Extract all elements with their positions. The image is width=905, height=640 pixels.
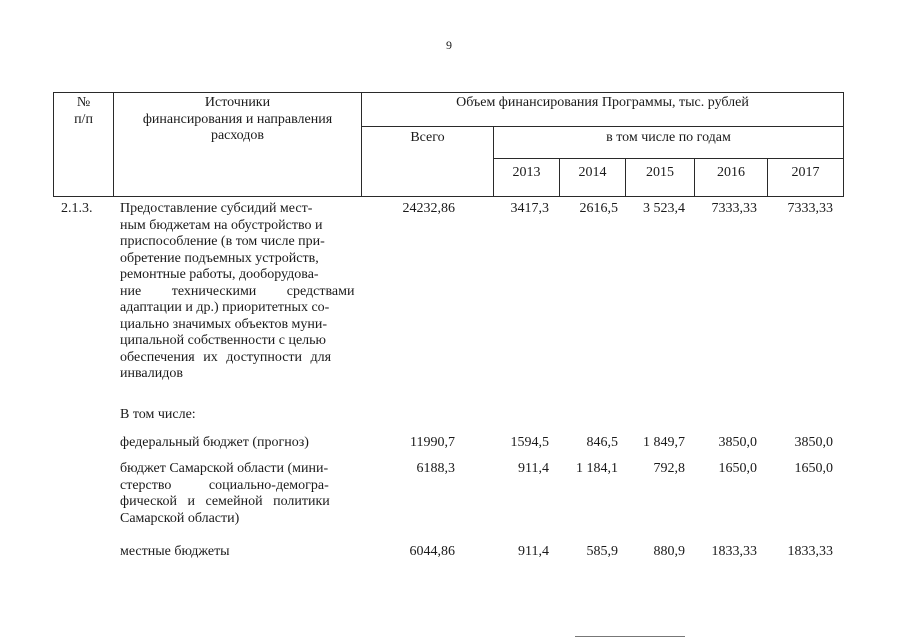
row-description <box>120 201 356 383</box>
subrow-federal-2015: 1 849,7 <box>643 435 685 450</box>
subrow-federal-2014: 846,5 <box>586 435 618 450</box>
desc-line-7: адаптации и др.) приоритетных со- <box>120 300 330 315</box>
subrow-local-total: 6044,86 <box>409 544 455 559</box>
subrow-local-2014: 585,9 <box>586 544 618 559</box>
desc-line-4: обретение подъемных устройств, <box>120 250 319 266</box>
subrow-regional-label: бюджет Самарской области (мини- стерство социально-демогра- фической и семейной политики Самарской области) <box>120 461 330 526</box>
header-volume-title: Объем финансирования Программы, тыс. рублей <box>456 95 749 110</box>
desc-line-9: ципальной собственности с целью <box>120 333 326 348</box>
subrow-regional-2017: 1650,0 <box>794 461 833 476</box>
desc-line-2: ным бюджетам на обустройство и <box>120 217 323 233</box>
row-value-2016: 7333,33 <box>711 201 757 216</box>
header-source-col: Источники финансирования и направления расходов <box>142 95 333 143</box>
subrow-regional-2014: 1 184,1 <box>576 461 618 476</box>
subrow-federal-2017: 3850,0 <box>794 435 833 450</box>
subrow-local-2016: 1833,33 <box>711 544 757 559</box>
header-total: Всего <box>410 130 445 145</box>
desc-line-10: обеспечения их доступности для <box>120 349 332 365</box>
page-number: 9 <box>446 38 452 52</box>
subrow-regional-2015: 792,8 <box>653 461 685 476</box>
header-year-2013: 2013 <box>512 165 541 180</box>
subrow-federal-2013: 1594,5 <box>510 435 549 450</box>
header-year-2017: 2017 <box>791 165 820 180</box>
subrow-regional-2013: 911,4 <box>518 461 549 476</box>
table-right-border <box>843 92 844 197</box>
subrow-local-label: местные бюджеты <box>120 544 230 559</box>
subrow-federal-label: федеральный бюджет (прогноз) <box>120 435 309 450</box>
desc-line-8: циально значимых объектов муни- <box>120 316 328 332</box>
volume-title-divider <box>361 126 844 127</box>
row-value-2017: 7333,33 <box>787 201 833 216</box>
scan-artifact-line <box>575 636 685 637</box>
header-by-years: в том числе по годам <box>606 130 731 145</box>
row-number: 2.1.3. <box>61 201 93 216</box>
table-top-border <box>53 92 844 93</box>
desc-line-6: ние техническими средствами <box>120 283 355 299</box>
row-value-2013: 3417,3 <box>510 201 549 216</box>
desc-line-5: ремонтные работы, дооборудова- <box>120 267 319 282</box>
header-bottom-border <box>53 196 844 197</box>
subrow-local-2015: 880,9 <box>653 544 685 559</box>
header-year-2016: 2016 <box>717 165 745 180</box>
desc-line-3: приспособление (в том числе при- <box>120 234 325 249</box>
subrow-regional-total: 6188,3 <box>416 461 455 476</box>
including-label: В том числе: <box>120 407 196 422</box>
header-year-2014: 2014 <box>578 165 607 180</box>
years-subheader-divider <box>493 158 844 159</box>
subrow-federal-total: 11990,7 <box>410 435 455 450</box>
row-value-2015: 3 523,4 <box>643 201 685 216</box>
subrow-local-2017: 1833,33 <box>787 544 833 559</box>
row-total: 24232,86 <box>402 201 455 216</box>
header-year-2015: 2015 <box>646 165 674 180</box>
desc-line-1: Предоставление субсидий мест- <box>120 201 313 216</box>
subrow-local-2013: 911,4 <box>518 544 549 559</box>
subrow-federal-2016: 3850,0 <box>718 435 757 450</box>
header-num-col: № п/п <box>74 95 93 127</box>
subrow-regional-2016: 1650,0 <box>718 461 757 476</box>
row-value-2014: 2616,5 <box>579 201 618 216</box>
desc-line-11: инвалидов <box>120 366 183 381</box>
